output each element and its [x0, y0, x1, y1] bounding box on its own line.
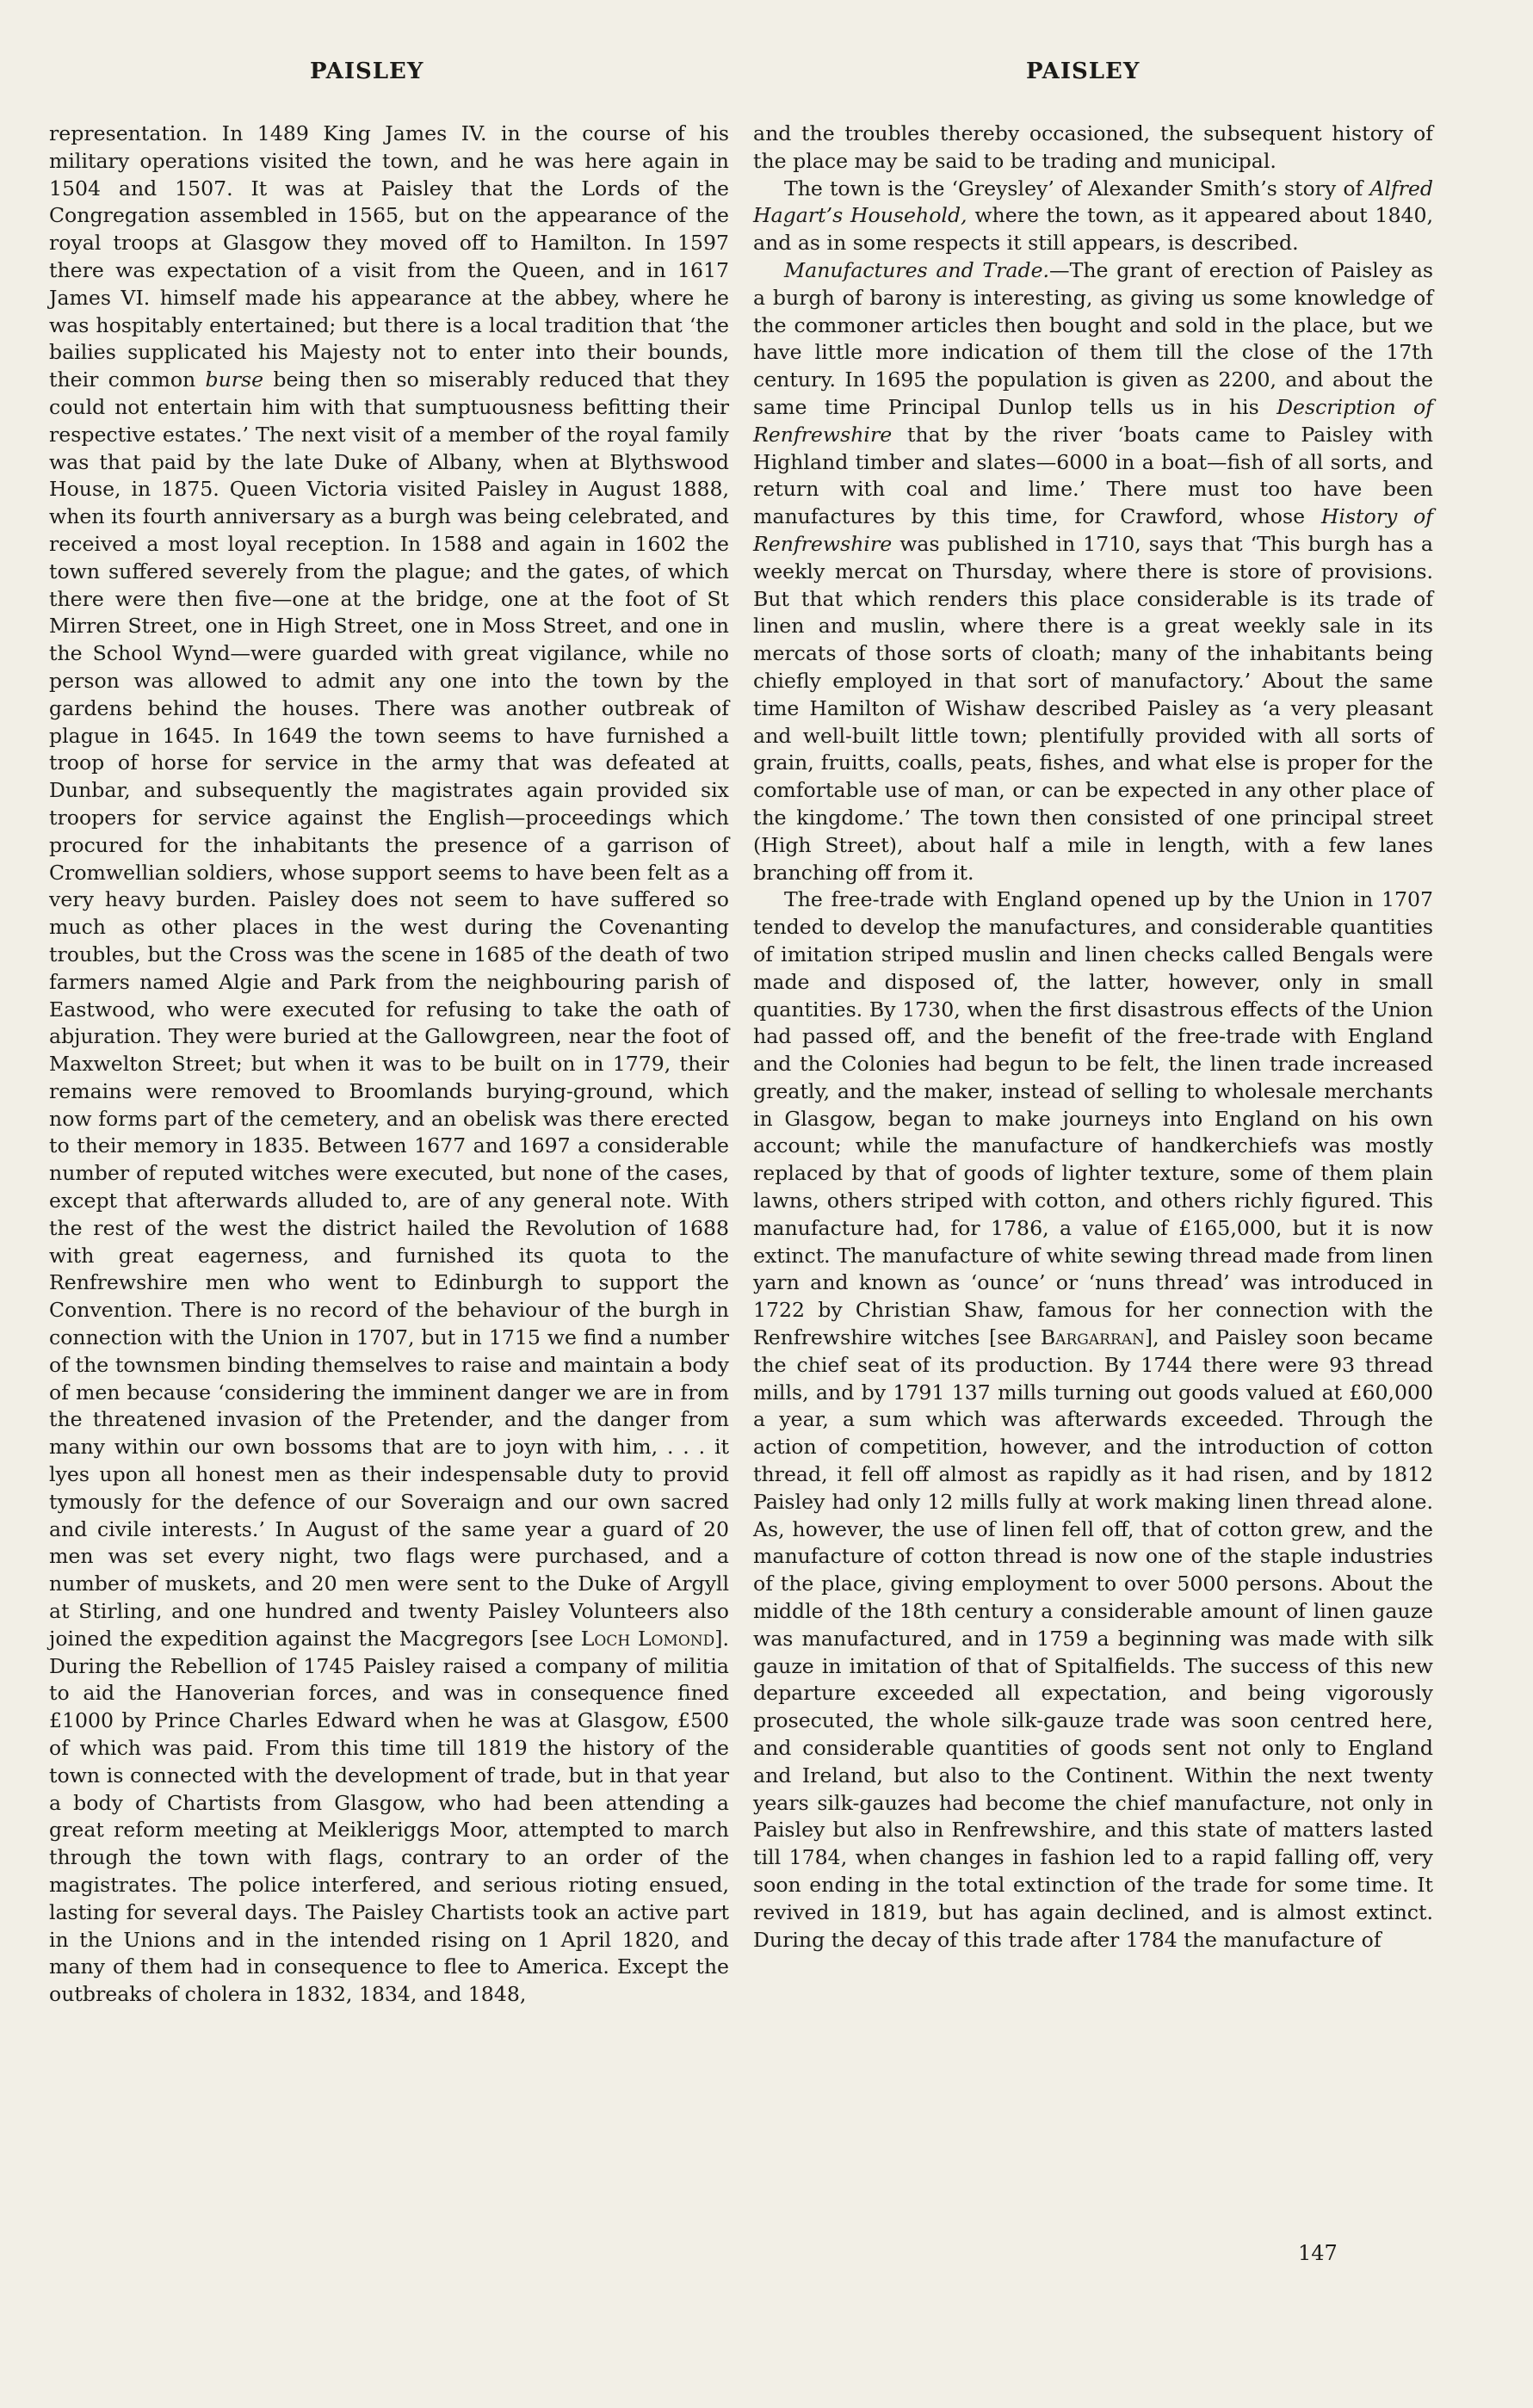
right-column	[753, 120, 1433, 1954]
paragraph	[753, 176, 1433, 257]
book-title: History of Renfrewshire	[753, 504, 1433, 556]
text-run: was published in 1710, says that ‘This burgh has a weekly mercat on Thursday, where there is store of provisions. But that which renders this place considerable is its trade of linen and muslin, where there is a great weekly sale in its mercats of those sorts of cloath; many of the inhabitants being chiefly employed in that sort of manufactory.’ About the same time Hamilton of Wishaw described Paisley as ‘a very pleasant and well-built little town; plentifully provided with all sorts of grain, fruitts, coalls, peats, fishes, and what else is proper for the comfortable use of man, or can be expected in any other place of the kingdome.’ The town then consisted of one principal street (High Street), about half a mile in length, with a few lanes branching off from it.	[753, 531, 1433, 885]
text-run: that by the river ‘boats came to Paisley with Highland timber and slates—6000 in a boat—fish of all sorts, and return with coal and lime.’ There must too have been manufactures by this time, for Crawford, whose	[753, 422, 1433, 529]
book-title: Description of Renfrewshire	[753, 394, 1433, 447]
text-run: ], and Paisley soon became the chief seat of its production. By 1744 there were 93 thread mills, and by 1791 137 mills turning out goods valued at £60,000 a year, a sum which was afterwards exceeded. Through the action of competition, however, and the introduction of cotton thread, it fell off almost as rapidly as it had risen, and by 1812 Paisley had only 12 mills fully at work making linen thread alone. As, however, the use of linen fell off, that of cotton grew, and the manufacture of cotton thread is now one of the staple industries of the place, giving employment to over 5000 persons. About the middle of the 18th century a considerable amount of linen gauze was manufactured, and in 1759 a beginning was made with silk gauze in imitation of that of Spitalfields. The success of this new departure exceeded all expectation, and being vigorously prosecuted, the whole silk-gauze trade was soon centred here, and considerable quantities of goods sent not only to England and Ireland, but also to the Continent. Within the next twenty years silk-gauzes had become the chief manufacture, not only in Paisley but also in Renfrewshire, and this state of matters lasted till 1784, when changes in fashion led to a rapid falling off, very soon ending in the total extinction of the trade for some time. It revived in 1819, but has again declined, and is almost extinct. During the decay of this trade after 1784 the manufacture of	[753, 1325, 1433, 1952]
text-run: —The grant of erection of Paisley as a burgh of barony is interesting, as giving us some knowledge of the commoner articles then bought and sold in the place, but we have little more indication of them till the close of the 17th century. In 1695 the population is given as 2200, and about the same time Principal Dunlop tells us in his	[753, 257, 1433, 419]
text-run: where the town, as it appeared about 1840, and as in some respects it still appears, is described.	[753, 203, 1433, 256]
paragraph	[49, 120, 729, 2009]
paragraph: and the troubles thereby occasioned, the subsequent history of the place may be said to be trading and municipal.	[753, 121, 1433, 173]
paragraph	[753, 886, 1433, 1954]
left-column	[49, 120, 729, 2009]
section-heading: Manufactures and Trade.	[784, 257, 1050, 282]
text-run: The free-trade with England opened up by the Union in 1707 tended to develop the manufactures, and considerable quantities of imitation striped muslin and linen checks called Bengals were made and disposed of, the latter, however, only in small quantities. By 1730, when the first disastrous effects of the Union had passed off, and the benefit of the free-trade with England and the Colonies had begun to be felt, the linen trade increased greatly, and the maker, instead of selling to wholesale merchants in Glasgow, began to make journeys into England on his own account; while the manufacture of handkerchiefs was mostly replaced by that of goods of lighter texture, some of them plain lawns, others striped with cotton, and others richly figured. This manufacture had, for 1786, a value of £165,000, but it is now extinct. The manufacture of white sewing thread made from linen yarn and known as ‘ounce’ or ‘nuns thread’ was introduced in 1722 by Christian Shaw, famous for her connection with the Renfrewshire witches [see	[753, 887, 1433, 1350]
cross-reference: Loch Lomond	[580, 1626, 715, 1651]
paragraph	[753, 257, 1433, 886]
page-number: 147	[1298, 2241, 1338, 2265]
text-run: being then so miserably reduced that they could not entertain him with that sumptuousness befitting their respective estates.’ The next visit of a member of the royal family was that paid by the late Duke of Albany, when at Blythswood House, in 1875. Queen Victoria visited Paisley in August 1888, when its fourth anniversary as a burgh was being celebrated, and received a most loyal reception. In 1588 and again in 1602 the town suffered severely from the plague; and the gates, of which there were then five—one at the bridge, one at the foot of St Mirren Street, one in High Street, one in Moss Street, and one in the School Wynd—were guarded with great vigilance, while no person was allowed to admit any one into the town by the gardens behind the houses. There was another outbreak of plague in 1645. In 1649 the town seems to have furnished a troop of horse for service in the army that was defeated at Dunbar, and subsequently the magistrates again provided six troopers for service against the English—proceedings which procured for the inhabitants the presence of a garrison of Cromwellian soldiers, whose support seems to have been felt as a very heavy burden. Paisley does not seem to have suffered so much as other places in the west during the Covenanting troubles, but the Cross was the scene in 1685 of the death of two farmers named Algie and Park from the neighbouring parish of Eastwood, who were executed for refusing to take the oath of abjuration. They were buried at the Gallowgreen, near the foot of Maxwelton Street; but when it was to be built on in 1779, their remains were removed to Broomlands burying-ground, which now forms part of the cemetery, and an obelisk was there erected to their memory in 1835. Between 1677 and 1697 a considerable number of reputed witches were executed, but none of the cases, except that afterwards alluded to, are of any general note. With the rest of the west the district hailed the Revolution of 1688 with great eagerness, and furnished its quota to the Renfrewshire men who went to Edinburgh to support the Convention. There is no record of the behaviour of the burgh in connection with the Union in 1707, but in 1715 we find a number of the townsmen binding themselves to raise and maintain a body of men because ‘considering the imminent danger we are in from the threatened invasion of the Pretender, and the danger from many within our own bossoms that are to joyn with him, . . . it lyes upon all honest men as their indespensable duty to provid tymously for the defence of our Soveraign and our own sacred and civile interests.’ In August of the same year a guard of 20 men was set every night, two flags were purchased, and a number of muskets, and 20 men were sent to the Duke of Argyll at Stirling, and one hundred and twenty Paisley Volunteers also joined the expedition against the Macgregors [see	[49, 367, 730, 1651]
italic-word: burse	[205, 367, 264, 392]
text-run: The town is the ‘Greysley’ of Alexander Smith’s story of	[784, 176, 1370, 201]
running-head-right: PAISLEY	[1026, 59, 1140, 84]
cross-reference: Bargarran	[1040, 1325, 1145, 1350]
text-run: ]. During the Rebellion of 1745 Paisley raised a company of militia to aid the Hanoverian forces, and was in consequence fined £1000 by Prince Charles Edward when he was at Glasgow, £500 of which was paid. From this time till 1819 the history of the town is connected with the development of trade, but in that year a body of Chartists from Glasgow, who had been attending a great reform meeting at Meikleriggs Moor, attempted to march through the town with flags, contrary to an order of the magistrates. The police interfered, and serious rioting ensued, lasting for several days. The Paisley Chartists took an active part in the Unions and in the intended rising on 1 April 1820, and many of them had in consequence to flee to America. Except the outbreaks of cholera in 1832, 1834, and 1848,	[49, 1626, 729, 2007]
book-title: Alfred Hagart’s Household,	[753, 176, 1433, 228]
text-run: representation. In 1489 King James IV. in the course of his military operations visited the town, and he was here again in 1504 and 1507. It was at Paisley that the Lords of the Congregation assembled in 1565, but on the appearance of the royal troops at Glasgow they moved off to Hamilton. In 1597 there was expectation of a visit from the Queen, and in 1617 James VI. himself made his appearance at the abbey, where he was hospitably entertained; but there is a local tradition that ‘the bailies supplicated his Majesty not to enter into their bounds, their common	[49, 121, 729, 392]
running-head-left: PAISLEY	[310, 59, 424, 84]
